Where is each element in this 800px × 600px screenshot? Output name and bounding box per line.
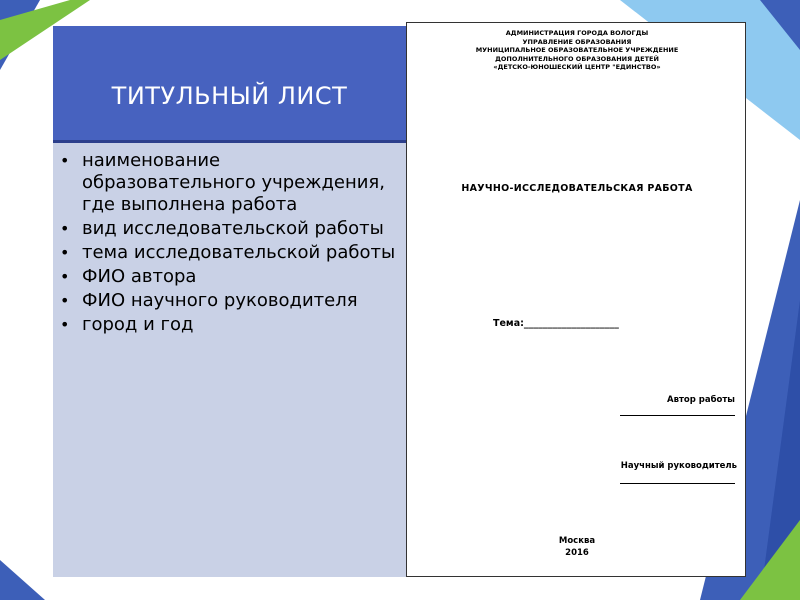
document-city: Москва — [558, 536, 596, 546]
title-divider — [53, 140, 406, 143]
document-supervisor-label: Научный руководитель — [620, 461, 737, 471]
header-line: ДОПОЛНИТЕЛЬНОГО ОБРАЗОВАНИЯ ДЕТЕЙ — [495, 54, 659, 63]
supervisor-signature-line — [620, 483, 735, 484]
document-city-year — [407, 535, 747, 559]
bullet-icon: • — [60, 267, 70, 286]
header-line: УПРАВЛЕНИЕ ОБРАЗОВАНИЯ — [522, 37, 632, 46]
bullet-text: вид исследовательской работы — [82, 218, 384, 239]
bullet-icon: • — [60, 315, 70, 334]
document-year: 2016 — [565, 548, 589, 558]
bullet-item — [58, 150, 398, 216]
bullet-text: город и год — [82, 314, 194, 335]
bullet-text: тема исследовательской работы — [82, 242, 396, 263]
document-topic: Тема:____________________ — [493, 318, 619, 329]
bottom-left-blue-triangle — [0, 560, 45, 600]
bullet-text: наименование образовательного учреждения, где выполнена работа — [82, 150, 385, 215]
header-line: «ДЕТСКО-ЮНОШЕСКИЙ ЦЕНТР "ЕДИНСТВО» — [493, 63, 661, 71]
header-line: МУНИЦИПАЛЬНОЕ ОБРАЗОВАТЕЛЬНОЕ УЧРЕЖДЕНИЕ — [475, 46, 679, 54]
document-work-type: НАУЧНО-ИССЛЕДОВАТЕЛЬСКАЯ РАБОТА — [461, 183, 693, 194]
bullet-list — [58, 150, 398, 338]
header-line: АДМИНИСТРАЦИЯ ГОРОДА ВОЛОГДЫ — [505, 29, 649, 37]
author-signature-line — [620, 415, 735, 416]
bullet-item — [58, 218, 398, 240]
bullet-icon: • — [60, 151, 70, 170]
bullet-text: ФИО научного руководителя — [82, 290, 358, 311]
bullet-item — [58, 290, 398, 312]
bullet-item — [58, 314, 398, 336]
slide-title: ТИТУЛЬНЫЙ ЛИСТ — [111, 82, 348, 110]
bullet-icon: • — [60, 243, 70, 262]
document-header — [407, 29, 747, 72]
document-author-label: Автор работы — [667, 395, 735, 405]
bullet-icon: • — [60, 291, 70, 310]
title-page-sample — [406, 22, 746, 577]
bullet-item — [58, 242, 398, 264]
bullet-item — [58, 266, 398, 288]
bullet-icon: • — [60, 219, 70, 238]
bullet-text: ФИО автора — [82, 266, 197, 287]
